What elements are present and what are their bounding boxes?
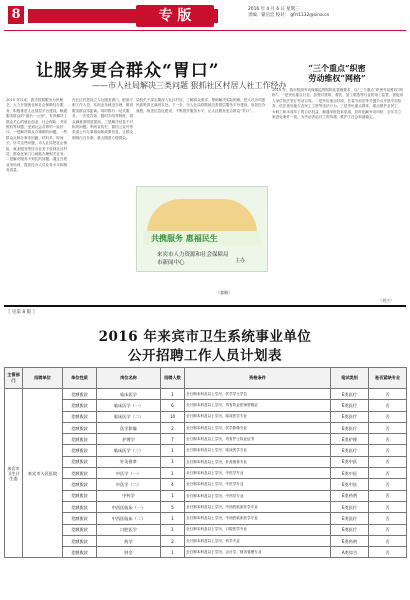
cell-count: 1 xyxy=(161,389,185,400)
cell-requirements: 全日制本科及以上学历，具有护士执业证书 xyxy=(185,434,331,445)
cell-exam: E类医疗 xyxy=(331,400,369,411)
cell-nature: 差额拨款 xyxy=(63,501,97,512)
cell-post: 中医学（二） xyxy=(97,479,161,490)
cell-requirements: 全日制本科及以上学历，临床医学专业 xyxy=(185,411,331,422)
cell-nature: 差额拨款 xyxy=(63,513,97,524)
cell-count: 1 xyxy=(161,445,185,456)
aux-title-line-2: 劳动维权“网格” xyxy=(308,73,366,83)
article-headline: 让服务更合群众“胃口” xyxy=(36,61,220,81)
cell-post: 药学 xyxy=(97,535,161,546)
cell-count: 10 xyxy=(161,411,185,422)
table-row xyxy=(5,513,407,524)
header-meta xyxy=(248,7,408,19)
cell-requirements: 全日制本科及以上学历，针灸推拿专业 xyxy=(185,456,331,467)
cell-shortage: 否 xyxy=(369,513,407,524)
cell-nature: 差额拨款 xyxy=(63,400,97,411)
notice-title-1: 2016 年来宾市卫生系统事业单位 xyxy=(98,329,312,345)
cell-count: 4 xyxy=(161,479,185,490)
cell-post: 针灸推拿 xyxy=(97,456,161,467)
table-row xyxy=(5,547,407,558)
header-dept: 主管部门 xyxy=(5,368,23,389)
header-exam: 笔试类别 xyxy=(331,368,369,389)
cell-post: 医学影像 xyxy=(97,422,161,433)
cell-requirements: 全日制本科及以上学历，中医学专业 xyxy=(185,468,331,479)
cell-requirements: 全日制本科及以上学历，医学学士学位 xyxy=(185,389,331,400)
cell-post: 护理学 xyxy=(97,434,161,445)
cell-requirements: 全日制本科及以上学历，医学影像专业 xyxy=(185,422,331,433)
cell-dept: 来宾市卫生计生委 xyxy=(5,389,23,558)
cell-requirements: 全日制本科及以上学历，中西医临床医学专业 xyxy=(185,513,331,524)
cell-nature: 差额拨款 xyxy=(63,434,97,445)
cell-shortage: 否 xyxy=(369,468,407,479)
cell-post: 中医学（一） xyxy=(97,468,161,479)
ad-org-2: 市新闻中心 xyxy=(157,260,185,266)
table-row xyxy=(5,389,407,400)
aux-title-line-1: “三个重点”织密 xyxy=(308,63,366,73)
cell-nature: 差额拨款 xyxy=(63,479,97,490)
cell-nature: 差额拨款 xyxy=(63,422,97,433)
cell-exam: E类中医 xyxy=(331,479,369,490)
article-column-3: 局机关干部定期深入社区村居，了解群众需求，帮助解决实际困难，把人社各项惠民政策真正落到实处。下一步，市人社局将继续完善基层服务平台建设，规范经办流程，推进信息化建设，不断提升服务水平，让人社服务更合群众“胃口”。 xyxy=(136,98,266,113)
cell-requirements: 全日制本科及以上学历，具有执业医师资格证 xyxy=(185,400,331,411)
header-requirements: 资格条件 xyxy=(185,368,331,389)
table-row xyxy=(5,501,407,512)
email: gfrt1132@sina.cn xyxy=(290,13,330,18)
cell-exam: E类医疗 xyxy=(331,513,369,524)
editor-line xyxy=(248,13,408,19)
cell-shortage: 否 xyxy=(369,456,407,467)
cell-post: 中西医临床（一） xyxy=(97,501,161,512)
cell-post: 口腔医学 xyxy=(97,524,161,535)
notice-title-2: 公开招聘工作人员计划表 xyxy=(128,348,282,364)
table-row xyxy=(5,468,407,479)
table-row xyxy=(5,411,407,422)
cell-shortage: 否 xyxy=(369,501,407,512)
cell-nature: 差额拨款 xyxy=(63,490,97,501)
table-row xyxy=(5,524,407,535)
cell-nature: 差额拨款 xyxy=(63,535,97,546)
cell-post: 中西医临床（二） xyxy=(97,513,161,524)
cell-count: 1 xyxy=(161,513,185,524)
cell-nature: 差额拨款 xyxy=(63,456,97,467)
table-row xyxy=(5,456,407,467)
cell-nature: 差额拨款 xyxy=(63,411,97,422)
table-row xyxy=(5,434,407,445)
cell-shortage: 否 xyxy=(369,479,407,490)
cell-exam: A类综合 xyxy=(331,547,369,558)
cell-requirements: 全日制本科及以上学历，中医学专业 xyxy=(185,479,331,490)
cell-count: 1 xyxy=(161,490,185,501)
table-header-row xyxy=(5,368,407,389)
header-unit: 招聘单位 xyxy=(23,368,63,389)
cell-exam: E类医疗 xyxy=(331,445,369,456)
cell-requirements: 全日制本科及以上学历，口腔医学专业 xyxy=(185,524,331,535)
cell-post: 财会 xyxy=(97,547,161,558)
cell-requirements: 全日制本科及以上学历，中西医临床医学专业 xyxy=(185,501,331,512)
editor-label: 责编：蒙启宏 校对： xyxy=(248,13,289,18)
article-column-1: 2015 年以来，我市按照服务为民理念，大力开展就业和社会保障经办服务，积极推进人社基层平台建设，畅通服务群众的“最后一公里”，有效解决了群众关心的就业创业、社会保险、劳动维权等问题，受到社会各界的一致好评。一是解决群众办事难的问题。一些群众反映办事来回跑、材料多、时间长，针对这些问题，市人社局把社会保险、就业服务等经办业务下放到社区村居，群众在家门口就能办理相关业务。二是解决服务不到位的问题。通过开展业务培训，提高经办人员业务水平和服务质量。 xyxy=(6,98,68,173)
cell-post: 临床医学（一） xyxy=(97,400,161,411)
article-author: （童琳） xyxy=(216,290,232,295)
page-header xyxy=(4,4,406,28)
cell-count: 2 xyxy=(161,535,185,546)
cell-post: 中药学 xyxy=(97,490,161,501)
cell-nature: 差额拨款 xyxy=(63,389,97,400)
cell-count: 7 xyxy=(161,434,185,445)
cell-requirements: 全日制本科及以上学历，临床医学专业 xyxy=(185,445,331,456)
header-post: 岗位名称 xyxy=(97,368,161,389)
page-number: 8 xyxy=(8,6,24,24)
article-column-2: 在社区村居设立人社服务窗口，配备专职工作人员，实现业务就近办理，做到服务群众零距离。同时推行一站式服务、一次性告知、限时办结等制度，群众满意度明显提高。三是解决信息不对称的问题。利用宣传栏、微信公众号等渠道公开办事指南和政策信息，让群众明明白白办事，最大限度方便群众。 xyxy=(72,98,134,140)
notice-tag: 〖 见第 8 版 〗 xyxy=(6,310,38,315)
ad-host: 主办 xyxy=(235,258,246,264)
cell-exam: E类医疗 xyxy=(331,524,369,535)
public-service-ad xyxy=(136,186,268,272)
cell-count: 1 xyxy=(161,468,185,479)
cell-nature: 差额拨款 xyxy=(63,547,97,558)
table-row xyxy=(5,400,407,411)
cell-shortage: 否 xyxy=(369,547,407,558)
cell-unit: 来宾市人民医院 xyxy=(23,389,63,558)
cell-exam: E类护理 xyxy=(331,434,369,445)
cell-requirements: 全日制本科及以上学历，药学专业 xyxy=(185,535,331,546)
ad-org-1: 来宾市人力资源和社会保障局 xyxy=(157,252,229,258)
cell-count: 2 xyxy=(161,422,185,433)
cell-post: 临床医学（三） xyxy=(97,445,161,456)
cell-count: 1 xyxy=(161,547,185,558)
cell-exam: E类中医 xyxy=(331,468,369,479)
date-line: 2016 年 4 月 6 日 星期三 xyxy=(248,7,300,12)
section-title: 专 版 xyxy=(136,5,214,27)
aux-article-title xyxy=(272,63,402,83)
cell-shortage: 否 xyxy=(369,535,407,546)
ad-graphic xyxy=(147,199,257,233)
article-subtitle: ——市人社局解决三类问题 狠抓社区村居人社工作经办 xyxy=(92,81,287,90)
cell-exam: E类中医 xyxy=(331,456,369,467)
table-row xyxy=(5,535,407,546)
cell-post: 临床医学 xyxy=(97,389,161,400)
header-nature: 单位性质 xyxy=(63,368,97,389)
cell-exam: E类医疗 xyxy=(331,422,369,433)
cell-exam: E类医疗 xyxy=(331,411,369,422)
table-row xyxy=(5,422,407,433)
cell-shortage: 否 xyxy=(369,422,407,433)
recruitment-table xyxy=(4,367,407,558)
cell-exam: E类药剂 xyxy=(331,490,369,501)
cell-exam: E类医疗 xyxy=(331,501,369,512)
header-shortage: 是否紧缺专业 xyxy=(369,368,407,389)
cell-count: 1 xyxy=(161,524,185,535)
cell-count: 1 xyxy=(161,456,185,467)
cell-requirements: 全日制本科及以上学历，会计学、财务管理专业 xyxy=(185,547,331,558)
table-row xyxy=(5,479,407,490)
cell-shortage: 否 xyxy=(369,400,407,411)
ad-slogan: 共携服务 惠福民生 xyxy=(151,234,218,243)
aux-article-author: （刘少） xyxy=(378,298,394,303)
cell-shortage: 否 xyxy=(369,490,407,501)
cell-requirements: 全日制本科及以上学历，中药学专业 xyxy=(185,490,331,501)
header-rule xyxy=(4,30,406,31)
cell-shortage: 否 xyxy=(369,445,407,456)
cell-exam: E类药剂 xyxy=(331,535,369,546)
cell-shortage: 否 xyxy=(369,524,407,535)
cell-shortage: 否 xyxy=(369,434,407,445)
ad-organizers xyxy=(157,251,229,267)
cell-nature: 差额拨款 xyxy=(63,524,97,535)
cell-count: 6 xyxy=(161,400,185,411)
cell-nature: 差额拨款 xyxy=(63,445,97,456)
section-divider xyxy=(4,305,406,307)
article-column-4: 2015 年，我市按照劳动保障监察网格化管理要求，以“三个重点”织密劳动维权“网格”。一是突出重点行业，加强对建筑、餐饮、加工制造等行业的用工监管，督促用人单位依法签订劳动合同。二是突出重点时段，在春节前后等关键节点开展专项检查，依法查处拖欠农民工工资等违法行为。三是突出重点群体，重点维护农民工、女职工和未成年工的合法权益，畅通举报投诉渠道，及时化解劳动纠纷，全年共立案查处案件一批，为劳动者追讨工资待遇，维护了社会和谐稳定。 xyxy=(272,88,404,120)
table-row xyxy=(5,445,407,456)
cell-nature: 差额拨款 xyxy=(63,468,97,479)
cell-exam: E类医疗 xyxy=(331,389,369,400)
table-row xyxy=(5,490,407,501)
cell-post: 临床医学（二） xyxy=(97,411,161,422)
cell-count: 5 xyxy=(161,501,185,512)
cell-shortage: 否 xyxy=(369,411,407,422)
header-count: 招聘人数 xyxy=(161,368,185,389)
cell-shortage: 否 xyxy=(369,389,407,400)
